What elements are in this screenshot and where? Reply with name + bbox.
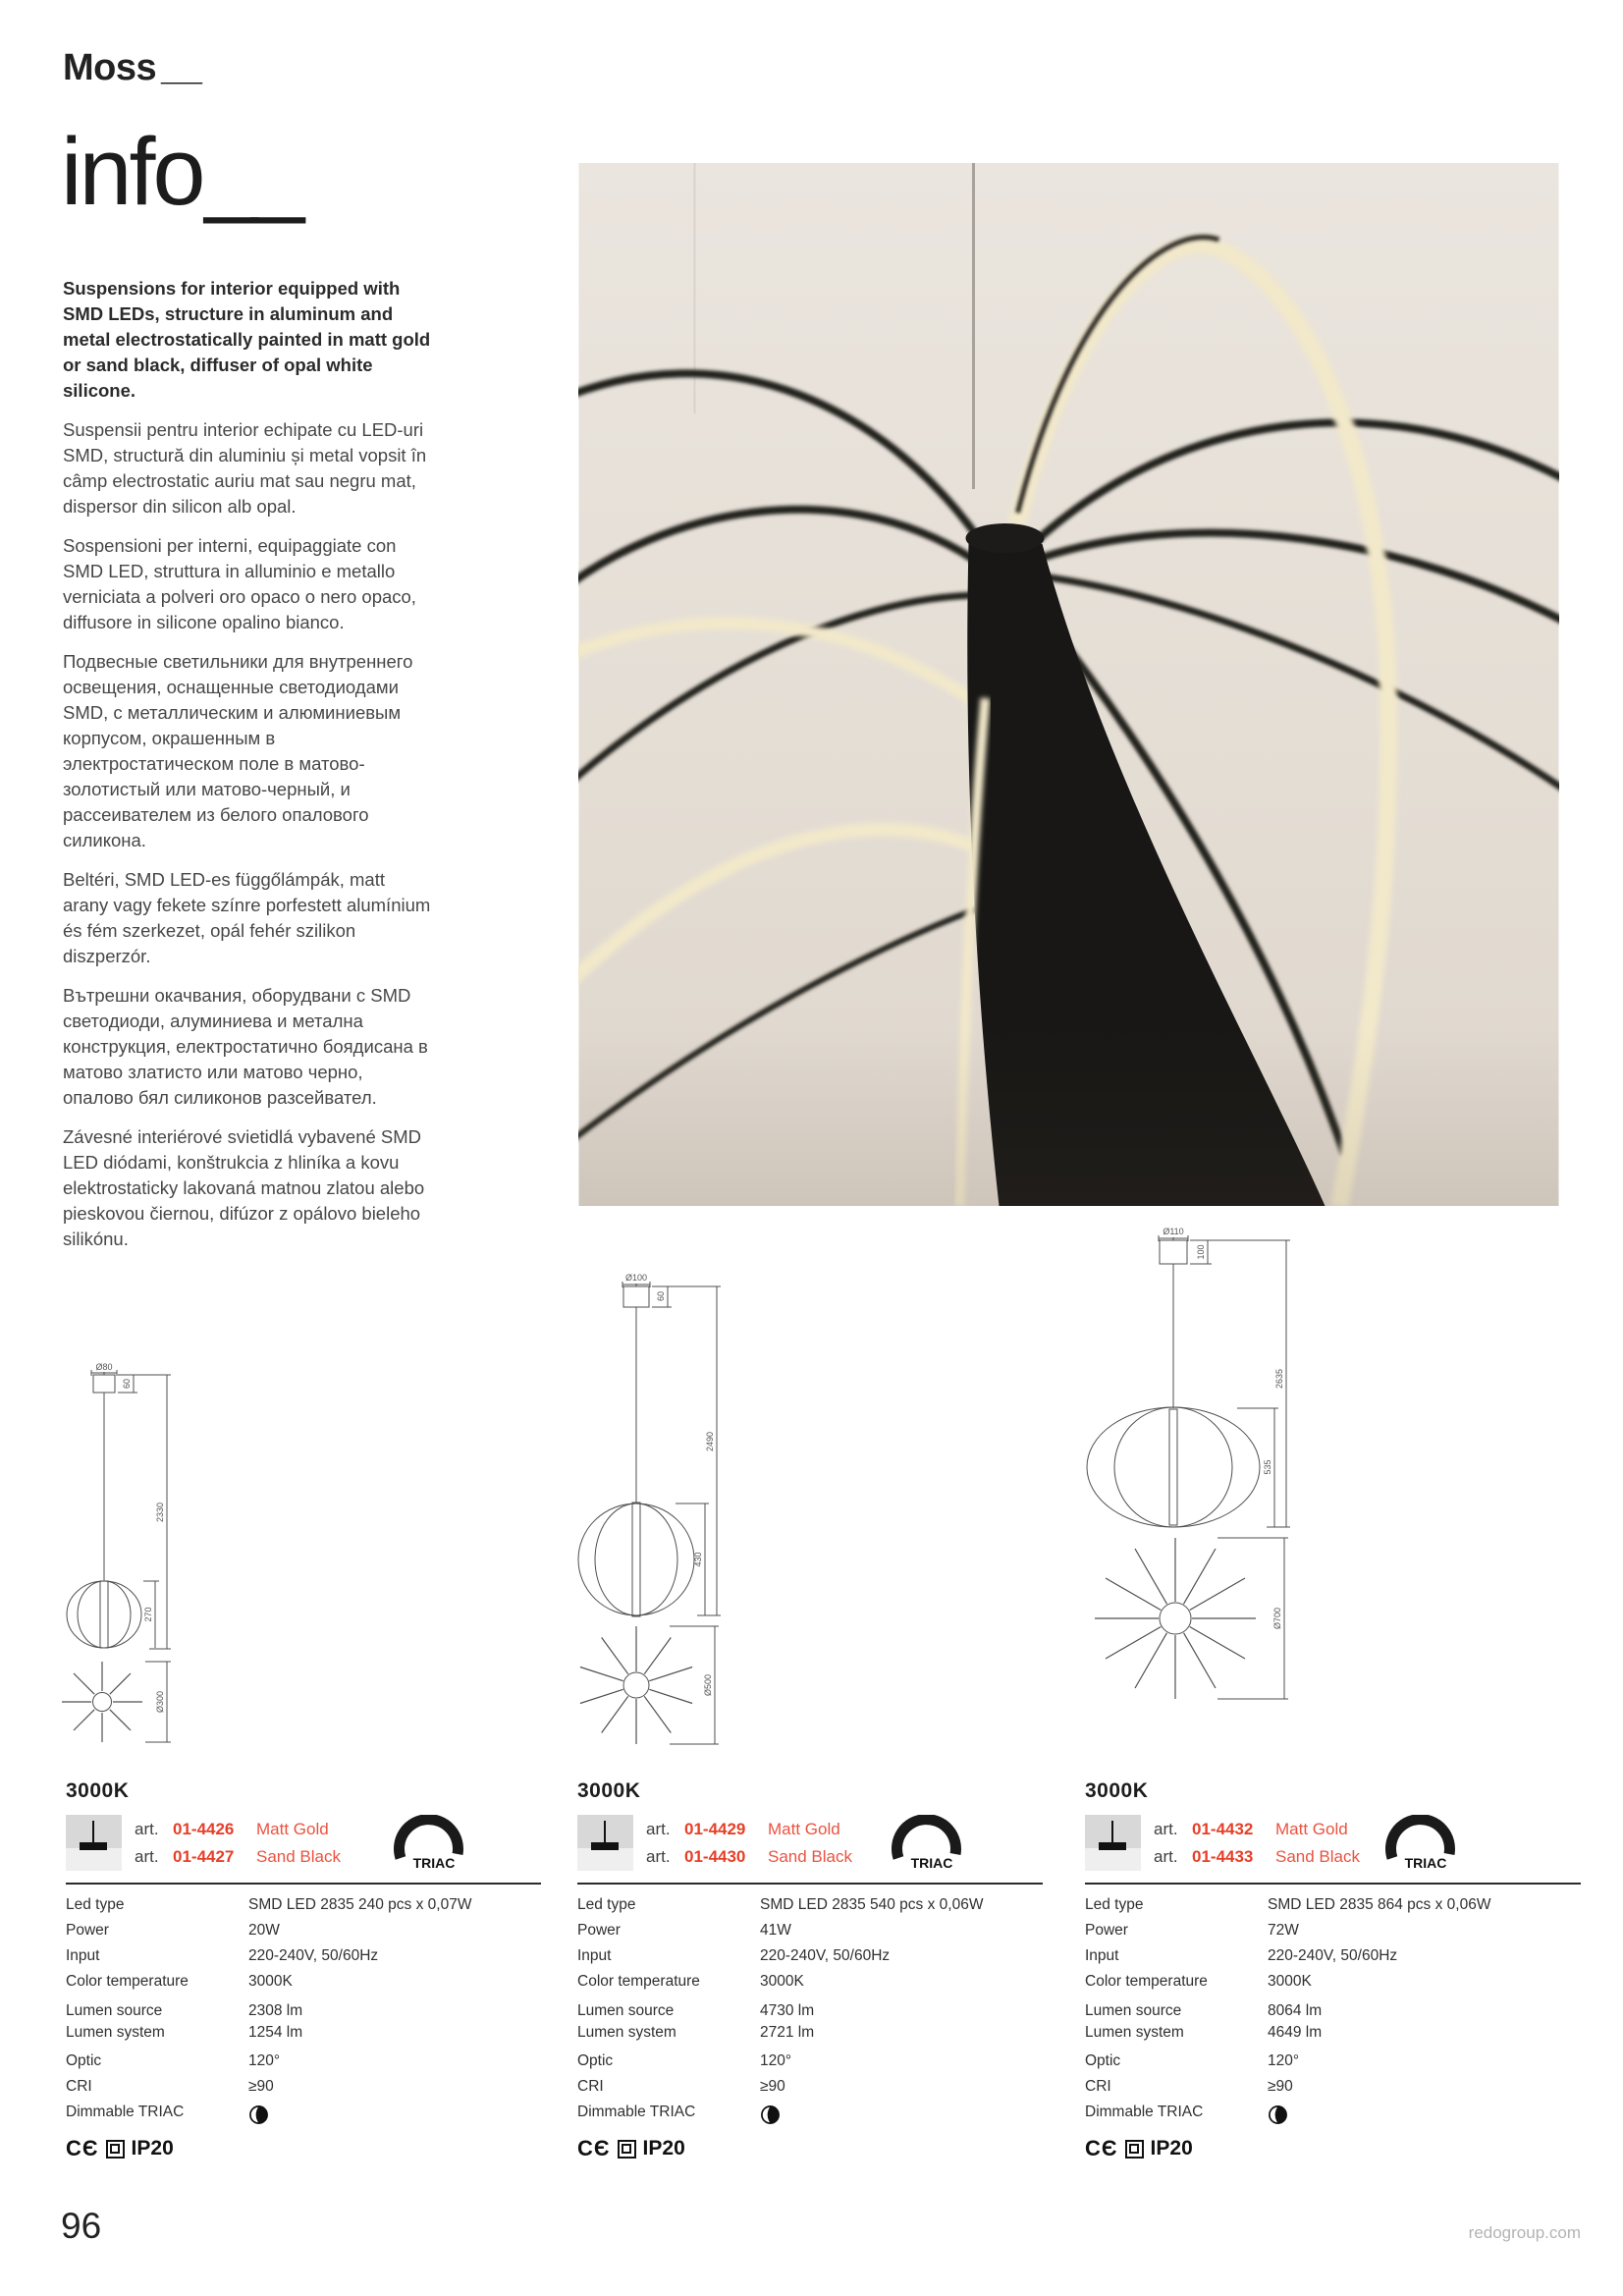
spec-row: Color temperature 3000K: [66, 1973, 293, 1990]
product-photo-image: [578, 163, 1559, 1206]
article-row: art. 01-4430 Sand Black: [646, 1847, 852, 1866]
certification-marks: [66, 2136, 541, 2161]
spec-row: Optic 120°: [66, 2052, 281, 2069]
product-thumbnail: [66, 1815, 122, 1871]
product-photo: [578, 163, 1559, 1206]
product-name-suffix: __: [161, 47, 202, 88]
product-variant-3: [1085, 1779, 1581, 2161]
article-block: [1085, 1815, 1581, 1871]
class-ii-icon: [618, 2140, 636, 2159]
description-hu: Beltéri, SMD LED-es függőlámpák, matt arany vagy fekete színre porfestett alumínium és fém szerkezet, opál fehér szilikon diszperzór.: [63, 869, 431, 966]
description-block: [63, 276, 432, 1266]
divider: [577, 1883, 1043, 1885]
dimension-label: 60: [656, 1290, 666, 1302]
spec-row: Input 220-240V, 50/60Hz: [66, 1947, 379, 1964]
spec-row: Optic 120°: [1085, 2052, 1300, 2069]
certification-marks: [577, 2136, 1043, 2161]
article-list: [646, 1815, 852, 1871]
description-it: Sospensioni per interni, equipaggiate con SMD LED, struttura in alluminio e metallo verniciata a polveri oro opaco o nero opaco, diffusore in silicone opalino bianco.: [63, 535, 416, 632]
spec-row: Color temperature 3000K: [1085, 1973, 1312, 1990]
dimension-label: Ø110: [1163, 1227, 1184, 1236]
triac-label: TRIAC: [1404, 1855, 1447, 1870]
spec-row-dimmable: Dimmable TRIAC: [577, 2104, 1043, 2129]
pendant-body-cap: [966, 523, 1045, 553]
dimmer-icon: [760, 2105, 781, 2125]
article-code: 01-4427: [173, 1847, 235, 1866]
ip-rating: IP20: [131, 2137, 174, 2159]
product-thumbnail: [577, 1815, 633, 1871]
dimension-label: Ø300: [155, 1690, 165, 1714]
spec-row: Power 72W: [1085, 1922, 1299, 1939]
article-finish: Sand Black: [256, 1847, 341, 1866]
dimension-label: 270: [143, 1607, 153, 1622]
dimension-label: Ø80: [95, 1362, 113, 1372]
spec-row: Lumen source 2308 lm: [66, 2002, 303, 2019]
page-title: [61, 118, 299, 225]
dimension-label: 2330: [155, 1502, 165, 1523]
article-row: [135, 1816, 341, 1843]
product-variant-2: [577, 1779, 1043, 2161]
article-row: art. 01-4433 Sand Black: [1154, 1847, 1360, 1866]
triac-label: TRIAC: [910, 1855, 953, 1870]
article-row: art. 01-4429 Matt Gold: [646, 1820, 840, 1838]
triac-label: TRIAC: [412, 1855, 456, 1870]
dimension-label: Ø500: [703, 1673, 713, 1697]
ce-mark-icon: CЄ: [1085, 2136, 1118, 2160]
spec-row: Input 220-240V, 50/60Hz: [1085, 1947, 1398, 1964]
spec-row: Lumen system 1254 lm: [66, 2024, 303, 2041]
dimension-label: 535: [1263, 1459, 1272, 1475]
dimmer-icon: [248, 2105, 269, 2125]
spec-row: Lumen system 4649 lm: [1085, 2024, 1323, 2041]
description-sk: Závesné interiérové svietidlá vybavené SMD LED diódami, konštrukcia z hliníka a kovu elektrostaticky lakovaná matnou zlatou alebo pieskovou čiernou, difúzor z opálovo bieleho silikónu.: [63, 1126, 425, 1249]
color-temp-heading: 3000K: [577, 1779, 641, 1802]
article-row: [135, 1843, 341, 1871]
spec-row: Optic 120°: [577, 2052, 792, 2069]
divider: [1085, 1883, 1581, 1885]
article-list: [135, 1815, 341, 1871]
spec-row: Color temperature 3000K: [577, 1973, 804, 1990]
page-title-text: info: [61, 118, 203, 225]
dimension-label: 430: [693, 1552, 703, 1567]
article-prefix: art.: [135, 1820, 159, 1838]
spec-row-dimmable: Dimmable TRIAC: [66, 2104, 541, 2129]
article-list: [1154, 1815, 1360, 1871]
spec-row: CRI ≥90: [577, 2078, 785, 2095]
triac-dimmer-icon: [889, 1815, 965, 1870]
description-ru: Подвесные светильники для внутреннего освещения, оснащенные светодиодами SMD, с металлическим и алюминиевым корпусом, окрашенным в электростатическом поле в матово-золотистый или матово-черный, и рассеивателем из белого опалового силикона.: [63, 651, 413, 850]
triac-dimmer-icon: [391, 1815, 467, 1870]
ip-rating: IP20: [1150, 2137, 1193, 2159]
dimension-label: 2635: [1274, 1368, 1284, 1390]
article-block: [577, 1815, 1043, 1871]
spec-row: CRI ≥90: [66, 2078, 274, 2095]
spec-row: Power 20W: [66, 1922, 280, 1939]
dimension-label: 2490: [705, 1431, 715, 1452]
spec-row: Led type SMD LED 2835 240 pcs x 0,07W: [66, 1896, 472, 1913]
spec-row: Lumen system 2721 lm: [577, 2024, 815, 2041]
color-temp-heading: 3000K: [66, 1779, 130, 1802]
dimension-label: Ø100: [624, 1273, 648, 1283]
dimmer-icon: [1268, 2105, 1288, 2125]
spec-row: Lumen source 8064 lm: [1085, 2002, 1323, 2019]
technical-drawing-1: [39, 1359, 187, 1767]
ip-rating: IP20: [642, 2137, 685, 2159]
page-title-suffix: __: [204, 118, 299, 225]
color-temp-heading: 3000K: [1085, 1779, 1149, 1802]
triac-dimmer-icon: [1382, 1815, 1459, 1870]
certification-marks: [1085, 2136, 1581, 2161]
divider: [66, 1883, 541, 1885]
spec-row: Input 220-240V, 50/60Hz: [577, 1947, 891, 1964]
description-ro: Suspensii pentru interior echipate cu LED-uri SMD, structură din aluminiu și metal vopsit în câmp electrostatic auriu mat sau negru mat, dispersor din silicon alb opal.: [63, 419, 427, 517]
ce-mark-icon: CЄ: [66, 2136, 99, 2160]
class-ii-icon: [106, 2140, 125, 2159]
product-name: Moss: [63, 47, 157, 88]
dimension-label: Ø700: [1272, 1607, 1282, 1630]
class-ii-icon: [1125, 2140, 1144, 2159]
spec-row: Power 41W: [577, 1922, 791, 1939]
article-prefix: art.: [135, 1847, 159, 1866]
ce-mark-icon: CЄ: [577, 2136, 611, 2160]
spec-row: Lumen source 4730 lm: [577, 2002, 815, 2019]
spec-row: Led type SMD LED 2835 540 pcs x 0,06W: [577, 1896, 984, 1913]
website-link[interactable]: redogroup.com: [1468, 2223, 1581, 2242]
technical-drawing-3: [1070, 1216, 1306, 1766]
technical-drawing-2: [550, 1272, 736, 1748]
product-variant-1: [66, 1779, 541, 2161]
article-finish: Matt Gold: [256, 1820, 329, 1838]
description-en: Suspensions for interior equipped with SMD LEDs, structure in aluminum and metal electrostatically painted in matt gold or sand black, diffuser of opal white silicone.: [63, 278, 431, 401]
dimension-label: 60: [122, 1378, 132, 1390]
dimension-label: 100: [1196, 1244, 1206, 1260]
brand-product-name: [63, 47, 201, 89]
spec-row: Led type SMD LED 2835 864 pcs x 0,06W: [1085, 1896, 1491, 1913]
article-row: art. 01-4432 Matt Gold: [1154, 1820, 1348, 1838]
photo-bottom-shading: [579, 1027, 1559, 1206]
spec-row: CRI ≥90: [1085, 2078, 1293, 2095]
spec-row-dimmable: Dimmable TRIAC: [1085, 2104, 1581, 2129]
article-code: 01-4426: [173, 1820, 235, 1838]
page-number: 96: [61, 2206, 102, 2246]
description-bg: Вътрешни окачвания, оборудвани с SMD светодиоди, алуминиева и метална конструкция, електростатично боядисана в матово златисто или матово черно, опалово бял силиконов разсейвател.: [63, 985, 428, 1108]
article-block: [66, 1815, 541, 1871]
product-thumbnail: [1085, 1815, 1141, 1871]
